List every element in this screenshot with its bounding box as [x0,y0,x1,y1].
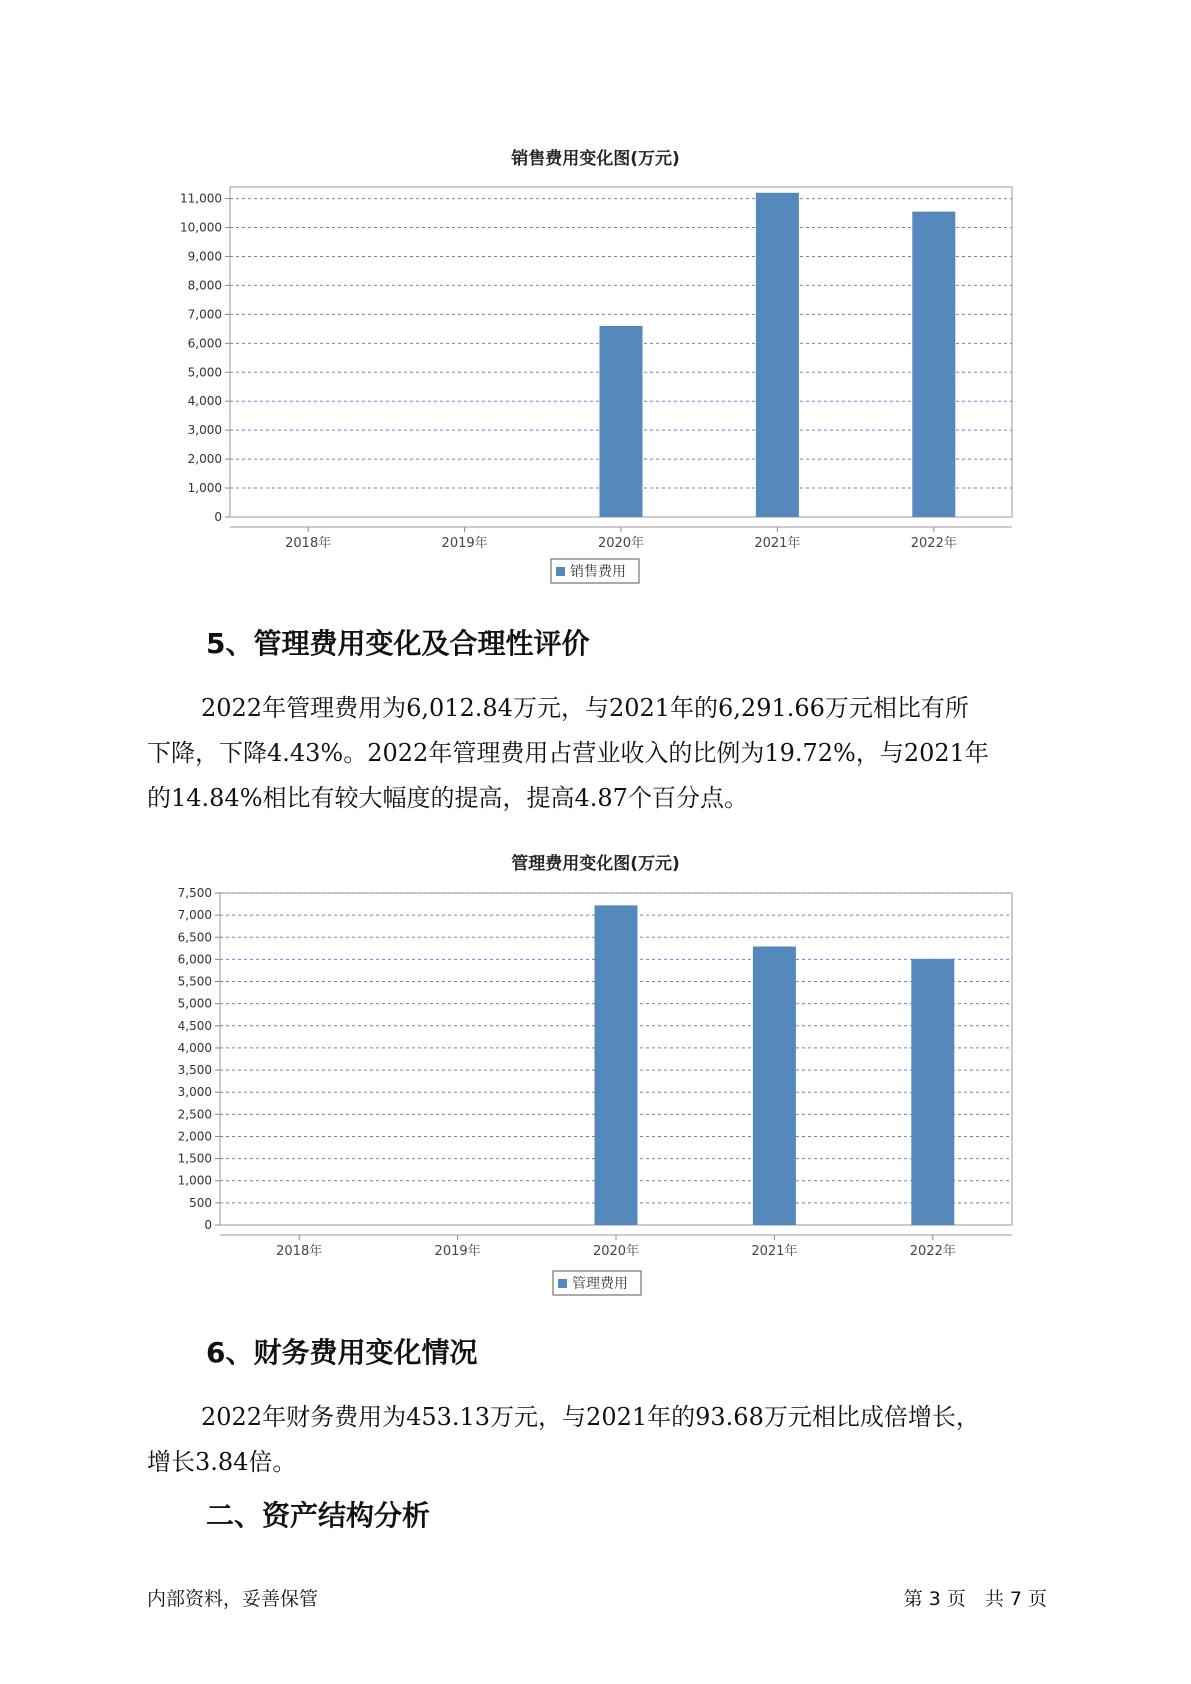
y-tick-label: 8,000 [187,278,222,293]
x-tick-label: 2018年 [285,536,332,551]
legend [551,559,639,583]
chart-title: 销售费用变化图(万元) [511,149,680,169]
section-5-heading: 5、管理费用变化及合理性评价 [206,627,590,660]
bar [600,326,643,517]
legend-swatch [556,567,565,576]
y-tick-label: 5,000 [177,996,212,1011]
y-tick-label: 11,000 [180,191,222,206]
admin-chart-svg [0,845,1191,1300]
y-tick-label: 7,000 [177,908,212,923]
y-tick-label: 6,000 [187,336,222,351]
paragraph-line: 的14.84%相比有较大幅度的提高，提高4.87个百分点。 [147,784,748,812]
y-tick-label: 1,000 [177,1173,212,1188]
y-tick-label: 6,500 [177,930,212,945]
x-tick-label: 2022年 [910,536,957,551]
legend-label: 销售费用 [570,564,626,580]
sales-chart-svg [0,140,1191,590]
y-tick-label: 0 [214,510,222,524]
y-tick-label: 4,500 [177,1018,212,1033]
y-tick-label: 9,000 [187,249,222,264]
y-tick-label: 10,000 [180,220,222,235]
y-tick-label: 4,000 [177,1040,212,1055]
x-tick-label: 2020年 [597,536,645,551]
page-number: 第 3 页 共 7 页 [903,1588,1047,1610]
y-tick-label: 1,500 [177,1151,212,1166]
x-tick-label: 2019年 [441,536,488,551]
legend-label: 管理费用 [572,1276,628,1292]
x-tick-label: 2020年 [592,1244,640,1259]
y-tick-label: 500 [189,1195,212,1210]
y-tick-label: 3,500 [177,1063,212,1078]
sales-expense-chart [0,140,1191,590]
paragraph-line: 增长3.84倍。 [147,1448,297,1476]
section-6-heading: 6、财务费用变化情况 [206,1336,478,1369]
bar [756,193,799,517]
x-tick-label: 2021年 [751,1244,798,1259]
section-6-paragraph [147,1395,1047,1485]
y-tick-label: 5,000 [187,365,222,380]
paragraph-line: 2022年管理费用为6,012.84万元，与2021年的6,291.66万元相比有所 [201,694,969,722]
section-5-paragraph [147,686,1047,821]
y-tick-label: 2,000 [177,1129,212,1144]
y-tick-label: 7,000 [187,307,222,322]
y-tick-label: 3,000 [187,423,222,438]
x-tick-label: 2018年 [276,1244,323,1259]
x-tick-label: 2019年 [434,1244,481,1259]
bar [912,212,955,517]
y-tick-label: 5,500 [177,974,212,989]
y-tick-label: 7,500 [177,886,212,900]
x-tick-label: 2022年 [909,1244,956,1259]
y-tick-label: 2,000 [187,452,222,467]
footer-note: 内部资料，妥善保管 [147,1588,319,1610]
bar [595,905,638,1225]
bar [753,946,796,1225]
y-tick-label: 4,000 [187,394,222,409]
y-tick-label: 0 [204,1218,212,1232]
y-tick-label: 6,000 [177,952,212,967]
bar [911,959,954,1225]
admin-expense-chart [0,845,1191,1300]
y-tick-label: 3,000 [177,1085,212,1100]
paragraph-line: 2022年财务费用为453.13万元，与2021年的93.68万元相比成倍增长， [201,1403,980,1431]
legend [553,1271,641,1295]
paragraph-line: 下降，下降4.43%。2022年管理费用占营业收入的比例为19.72%，与2021年 [147,739,989,767]
chart-title: 管理费用变化图(万元) [511,854,680,874]
legend-swatch [558,1279,567,1288]
y-tick-label: 1,000 [187,481,222,496]
x-tick-label: 2021年 [754,536,801,551]
y-tick-label: 2,500 [177,1107,212,1122]
section-2-heading: 二、资产结构分析 [206,1499,431,1532]
